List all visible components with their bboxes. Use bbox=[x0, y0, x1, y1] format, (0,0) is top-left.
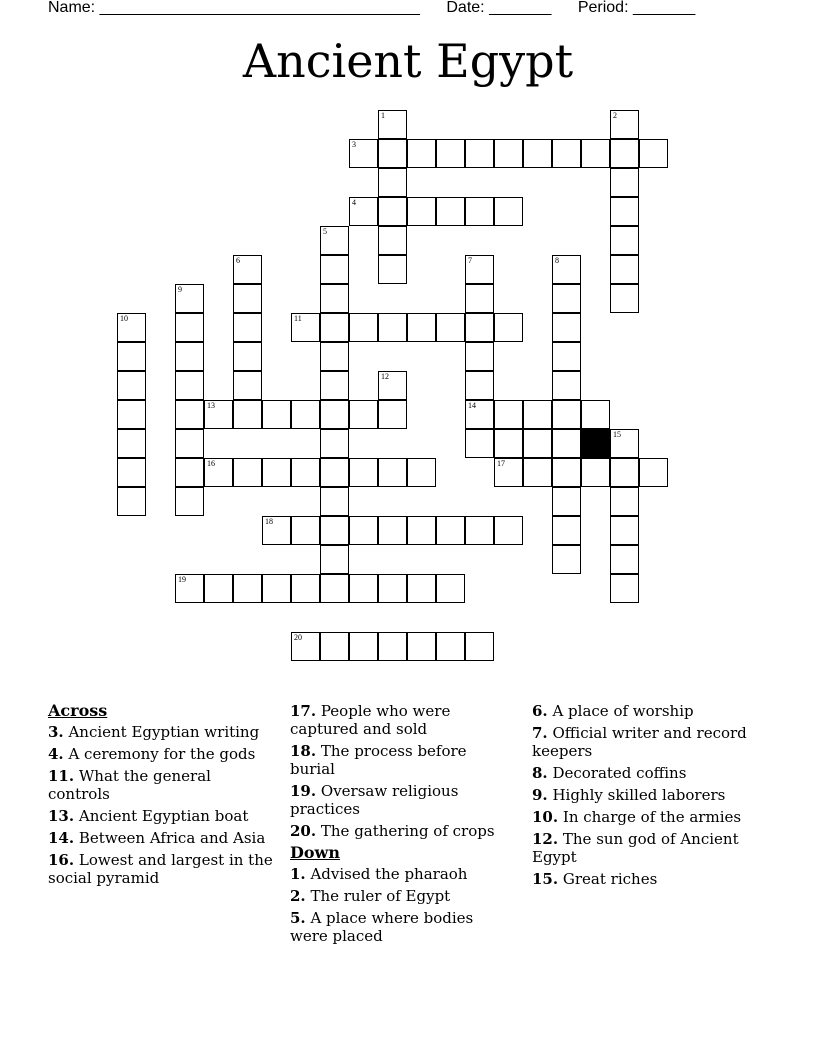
crossword-cell[interactable] bbox=[291, 400, 320, 429]
crossword-cell[interactable] bbox=[465, 255, 494, 284]
clue-number: 14 bbox=[468, 401, 476, 410]
crossword-cell[interactable] bbox=[436, 139, 465, 168]
crossword-cell[interactable] bbox=[117, 458, 146, 487]
crossword-cell[interactable] bbox=[320, 342, 349, 371]
crossword-cell[interactable] bbox=[610, 226, 639, 255]
clue-number: 9 bbox=[178, 285, 182, 294]
crossword-cell[interactable] bbox=[407, 632, 436, 661]
crossword-cell[interactable] bbox=[262, 574, 291, 603]
clue-down-7: 7. Official writer and record keepers bbox=[532, 724, 747, 760]
crossword-cell[interactable] bbox=[494, 400, 523, 429]
crossword-cell[interactable] bbox=[378, 197, 407, 226]
clue-number: 1 bbox=[381, 111, 385, 120]
crossword-cell[interactable] bbox=[552, 371, 581, 400]
crossword-cell[interactable] bbox=[204, 400, 233, 429]
clue-across-16: 16. Lowest and largest in the social pyramid bbox=[48, 851, 273, 887]
crossword-cell[interactable] bbox=[494, 197, 523, 226]
clue-number: 20 bbox=[294, 633, 302, 642]
crossword-cell[interactable] bbox=[175, 342, 204, 371]
crossword-cell[interactable] bbox=[175, 574, 204, 603]
crossword-cell[interactable] bbox=[378, 516, 407, 545]
clue-down-9: 9. Highly skilled laborers bbox=[532, 786, 726, 804]
crossword-cell[interactable] bbox=[320, 255, 349, 284]
clue-number: 10 bbox=[120, 314, 128, 323]
crossword-cell[interactable] bbox=[610, 168, 639, 197]
crossword-cell[interactable] bbox=[262, 458, 291, 487]
clue-number: 5 bbox=[323, 227, 327, 236]
crossword-cell[interactable] bbox=[552, 313, 581, 342]
clue-across-17: 17. People who were captured and sold bbox=[290, 702, 451, 738]
crossword-cell[interactable] bbox=[407, 313, 436, 342]
clue-down-15: 15. Great riches bbox=[532, 870, 658, 888]
crossword-cell[interactable] bbox=[610, 574, 639, 603]
period-field[interactable]: Period: _______ bbox=[577, 0, 696, 16]
crossword-cell[interactable] bbox=[610, 139, 639, 168]
crossword-cell[interactable] bbox=[233, 371, 262, 400]
crossword-cell[interactable] bbox=[349, 632, 378, 661]
crossword-cell[interactable] bbox=[291, 516, 320, 545]
crossword-cell[interactable] bbox=[610, 545, 639, 574]
crossword-cell[interactable] bbox=[204, 458, 233, 487]
crossword-cell[interactable] bbox=[639, 458, 668, 487]
crossword-cell[interactable] bbox=[320, 632, 349, 661]
crossword-cell[interactable] bbox=[320, 574, 349, 603]
crossword-cell[interactable] bbox=[465, 632, 494, 661]
crossword-cell[interactable] bbox=[378, 371, 407, 400]
crossword-cell[interactable] bbox=[465, 284, 494, 313]
crossword-cell[interactable] bbox=[320, 545, 349, 574]
crossword-cell[interactable] bbox=[349, 458, 378, 487]
clue-number: 4 bbox=[352, 198, 356, 207]
crossword-cell[interactable] bbox=[465, 139, 494, 168]
crossword-cell[interactable] bbox=[610, 487, 639, 516]
crossword-cell[interactable] bbox=[610, 429, 639, 458]
crossword-cell[interactable] bbox=[320, 458, 349, 487]
crossword-cell[interactable] bbox=[233, 400, 262, 429]
crossword-cell[interactable] bbox=[552, 139, 581, 168]
crossword-cell[interactable] bbox=[233, 284, 262, 313]
crossword-cell[interactable] bbox=[175, 400, 204, 429]
clue-down-5: 5. A place where bodies were placed bbox=[290, 909, 474, 945]
crossword-cell[interactable] bbox=[465, 400, 494, 429]
crossword-cell[interactable] bbox=[407, 458, 436, 487]
crossword-cell[interactable] bbox=[581, 139, 610, 168]
clue-number: 8 bbox=[555, 256, 559, 265]
clue-down-6: 6. A place of worship bbox=[532, 702, 694, 720]
crossword-cell[interactable] bbox=[639, 139, 668, 168]
crossword-cell[interactable] bbox=[523, 400, 552, 429]
crossword-cell[interactable] bbox=[320, 487, 349, 516]
clue-number: 17 bbox=[497, 459, 505, 468]
crossword-cell[interactable] bbox=[378, 255, 407, 284]
crossword-cell[interactable] bbox=[204, 574, 233, 603]
crossword-cell[interactable] bbox=[175, 458, 204, 487]
clues-column-1 bbox=[48, 702, 273, 891]
crossword-cell[interactable] bbox=[465, 516, 494, 545]
crossword-cell[interactable] bbox=[407, 197, 436, 226]
crossword-cell[interactable] bbox=[291, 574, 320, 603]
crossword-cell[interactable] bbox=[233, 342, 262, 371]
down-heading: Down bbox=[290, 843, 340, 862]
crossword-cell[interactable] bbox=[117, 371, 146, 400]
crossword-cell[interactable] bbox=[378, 400, 407, 429]
crossword-cell[interactable] bbox=[349, 574, 378, 603]
crossword-cell[interactable] bbox=[378, 458, 407, 487]
crossword-cell[interactable] bbox=[378, 632, 407, 661]
crossword-cell[interactable] bbox=[552, 255, 581, 284]
crossword-cell[interactable] bbox=[552, 284, 581, 313]
page-title: Ancient Egypt bbox=[242, 34, 574, 88]
crossword-cell[interactable] bbox=[610, 197, 639, 226]
crossword-cell[interactable] bbox=[117, 342, 146, 371]
name-field[interactable]: Name: ____________________________________ bbox=[48, 0, 420, 16]
crossword-cell[interactable] bbox=[349, 400, 378, 429]
crossword-cell[interactable] bbox=[494, 516, 523, 545]
clue-number: 19 bbox=[178, 575, 186, 584]
crossword-cell[interactable] bbox=[117, 313, 146, 342]
crossword-cell[interactable] bbox=[349, 197, 378, 226]
crossword-cell[interactable] bbox=[436, 313, 465, 342]
crossword-cell[interactable] bbox=[233, 313, 262, 342]
crossword-cell[interactable] bbox=[175, 429, 204, 458]
crossword-cell[interactable] bbox=[320, 371, 349, 400]
clue-across-4: 4. A ceremony for the gods bbox=[48, 745, 256, 763]
crossword-cell[interactable] bbox=[233, 255, 262, 284]
crossword-cell[interactable] bbox=[436, 516, 465, 545]
clue-number: 6 bbox=[236, 256, 240, 265]
clue-down-2: 2. The ruler of Egypt bbox=[290, 887, 451, 905]
crossword-cell[interactable] bbox=[610, 255, 639, 284]
crossword-cell[interactable] bbox=[117, 487, 146, 516]
crossword-cell[interactable] bbox=[610, 516, 639, 545]
crossword-cell[interactable] bbox=[494, 458, 523, 487]
crossword-cell[interactable] bbox=[175, 371, 204, 400]
crossword-cell[interactable] bbox=[117, 429, 146, 458]
clue-number: 12 bbox=[381, 372, 389, 381]
clue-number: 16 bbox=[207, 459, 215, 468]
crossword-cell[interactable] bbox=[465, 429, 494, 458]
crossword-cell[interactable] bbox=[175, 487, 204, 516]
crossword-cell[interactable] bbox=[465, 197, 494, 226]
crossword-cell[interactable] bbox=[552, 545, 581, 574]
crossword-cell[interactable] bbox=[465, 342, 494, 371]
crossword-cell[interactable] bbox=[175, 313, 204, 342]
crossword-cell[interactable] bbox=[610, 110, 639, 139]
clue-number: 13 bbox=[207, 401, 215, 410]
clues-column-3 bbox=[532, 702, 757, 892]
crossword-cell[interactable] bbox=[349, 139, 378, 168]
crossword-cell[interactable] bbox=[436, 574, 465, 603]
crossword-cell[interactable] bbox=[610, 458, 639, 487]
crossword-cell[interactable] bbox=[291, 632, 320, 661]
clue-across-3: 3. Ancient Egyptian writing bbox=[48, 723, 260, 741]
crossword-cell[interactable] bbox=[436, 197, 465, 226]
crossword-cell[interactable] bbox=[610, 284, 639, 313]
crossword-cell[interactable] bbox=[378, 313, 407, 342]
crossword-cell[interactable] bbox=[552, 487, 581, 516]
crossword-cell[interactable] bbox=[494, 139, 523, 168]
clue-across-14: 14. Between Africa and Asia bbox=[48, 829, 266, 847]
crossword-cell[interactable] bbox=[378, 574, 407, 603]
crossword-cell[interactable] bbox=[378, 139, 407, 168]
crossword-cell[interactable] bbox=[262, 516, 291, 545]
crossword-cell[interactable] bbox=[552, 458, 581, 487]
clue-across-11: 11. What the general controls bbox=[48, 767, 211, 803]
clue-down-1: 1. Advised the pharaoh bbox=[290, 865, 468, 883]
clue-down-10: 10. In charge of the armies bbox=[532, 808, 742, 826]
crossword-cell[interactable] bbox=[465, 313, 494, 342]
crossword-cell[interactable] bbox=[494, 429, 523, 458]
crossword-cell[interactable] bbox=[378, 226, 407, 255]
across-heading: Across bbox=[48, 701, 108, 720]
crossword-cell[interactable] bbox=[320, 313, 349, 342]
black-cell bbox=[581, 429, 610, 458]
crossword-cell[interactable] bbox=[378, 168, 407, 197]
clue-number: 3 bbox=[352, 140, 356, 149]
crossword-cell[interactable] bbox=[581, 400, 610, 429]
clue-number: 18 bbox=[265, 517, 273, 526]
crossword-cell[interactable] bbox=[552, 342, 581, 371]
crossword-cell[interactable] bbox=[349, 313, 378, 342]
crossword-cell[interactable] bbox=[262, 400, 291, 429]
clue-number: 11 bbox=[294, 314, 302, 323]
clue-across-19: 19. Oversaw religious practices bbox=[290, 782, 459, 818]
crossword-cell[interactable] bbox=[523, 139, 552, 168]
crossword-cell[interactable] bbox=[320, 226, 349, 255]
clue-down-12: 12. The sun god of Ancient Egypt bbox=[532, 830, 739, 866]
crossword-cell[interactable] bbox=[378, 110, 407, 139]
crossword-cell[interactable] bbox=[233, 458, 262, 487]
date-field[interactable]: Date: _______ bbox=[446, 0, 552, 16]
crossword-cell[interactable] bbox=[407, 139, 436, 168]
clue-down-8: 8. Decorated coffins bbox=[532, 764, 687, 782]
crossword-cell[interactable] bbox=[465, 371, 494, 400]
crossword-cell[interactable] bbox=[523, 458, 552, 487]
clue-across-13: 13. Ancient Egyptian boat bbox=[48, 807, 249, 825]
crossword-cell[interactable] bbox=[117, 400, 146, 429]
clue-number: 15 bbox=[613, 430, 621, 439]
crossword-cell[interactable] bbox=[581, 458, 610, 487]
clue-across-18: 18. The process before burial bbox=[290, 742, 467, 778]
crossword-cell[interactable] bbox=[494, 313, 523, 342]
clue-across-20: 20. The gathering of crops bbox=[290, 822, 495, 840]
crossword-cell[interactable] bbox=[175, 284, 204, 313]
crossword-cell[interactable] bbox=[320, 516, 349, 545]
crossword-cell[interactable] bbox=[349, 516, 378, 545]
crossword-cell[interactable] bbox=[552, 516, 581, 545]
crossword-cell[interactable] bbox=[291, 458, 320, 487]
crossword-cell[interactable] bbox=[552, 400, 581, 429]
crossword-cell[interactable] bbox=[407, 516, 436, 545]
crossword-cell[interactable] bbox=[552, 429, 581, 458]
crossword-cell[interactable] bbox=[320, 400, 349, 429]
crossword-cell[interactable] bbox=[523, 429, 552, 458]
clues-column-2 bbox=[290, 702, 515, 949]
crossword-cell[interactable] bbox=[320, 429, 349, 458]
crossword-cell[interactable] bbox=[320, 284, 349, 313]
crossword-cell[interactable] bbox=[291, 313, 320, 342]
crossword-cell[interactable] bbox=[233, 574, 262, 603]
crossword-cell[interactable] bbox=[436, 632, 465, 661]
crossword-cell[interactable] bbox=[407, 574, 436, 603]
clue-number: 7 bbox=[468, 256, 472, 265]
clue-number: 2 bbox=[613, 111, 617, 120]
